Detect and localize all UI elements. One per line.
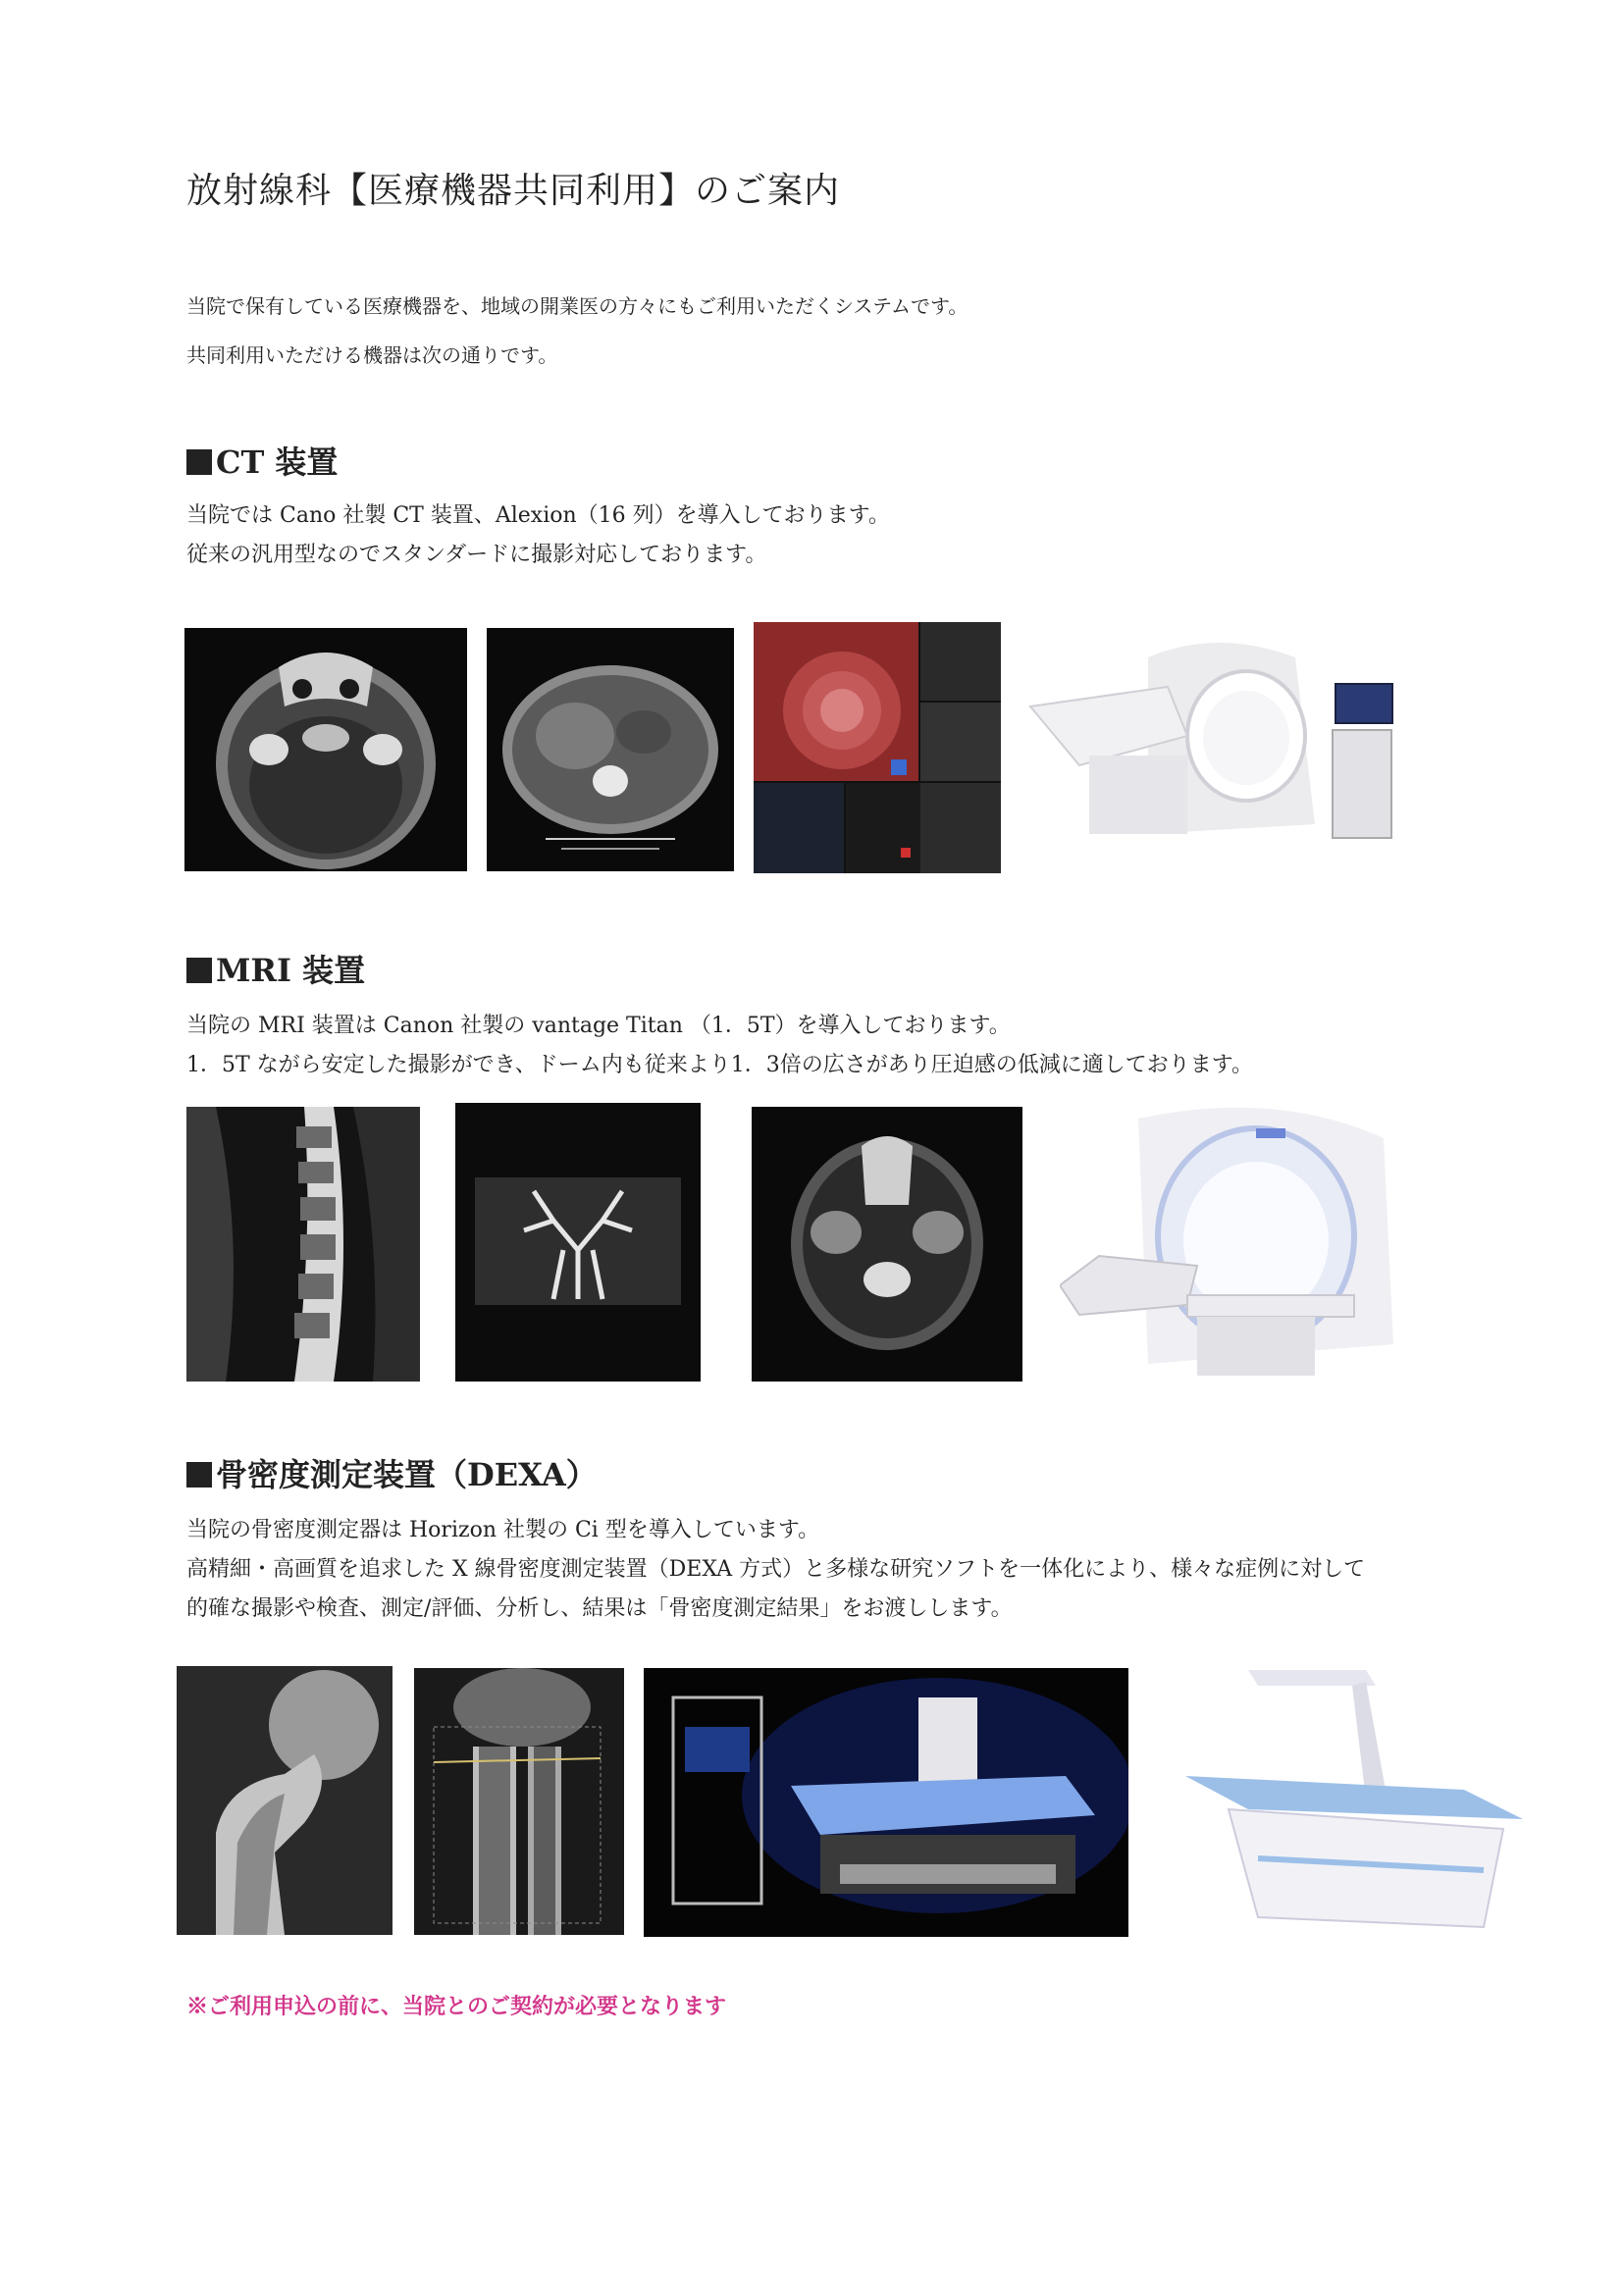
mri-desc-line-2: 1．5T ながら安定した撮影ができ、ドーム内も従来より1．3倍の広さがあり圧迫感の低減に適しております。 [186, 1053, 1254, 1077]
ct-desc-line-1: 当院では Cano 社製 CT 装置、Alexion（16 列）を導入しております。 [186, 503, 890, 528]
mri-desc-line-1: 当院の MRI 装置は Canon 社製の vantage Titan （1．5T）を導入しております。 [186, 1014, 1011, 1038]
dexa-hip-xray-image [177, 1666, 393, 1935]
section-title-ct [186, 438, 338, 483]
mri-angiography-image [455, 1103, 701, 1382]
section-title-ct-text: CT 装置 [216, 444, 339, 481]
square-bullet-icon [186, 449, 212, 475]
dexa-system-photo-image [644, 1668, 1128, 1937]
intro-line-1: 当院で保有している医療機器を、地域の開業医の方々にもご利用いただくシステムです。 [186, 294, 969, 318]
section-title-mri-text: MRI 装置 [216, 952, 366, 989]
dexa-desc-line-2: 高精細・高画質を追求した X 線骨密度測定装置（DEXA 方式）と多様な研究ソフトを一体化により、様々な症例に対して [186, 1557, 1366, 1582]
contract-note: ※ご利用申込の前に、当院とのご契約が必要となります [186, 1994, 727, 2019]
square-bullet-icon [186, 1462, 212, 1487]
ct-scanner-machine-image [1021, 628, 1413, 863]
dexa-desc-line-3: 的確な撮影や検査、測定/評価、分析し、結果は「骨密度測定結果」をお渡しします。 [186, 1596, 1013, 1621]
section-title-dexa [186, 1450, 598, 1495]
section-title-mri [186, 946, 365, 991]
dexa-wrist-xray-image [414, 1668, 624, 1935]
mri-head-scan-image [752, 1107, 1022, 1382]
ct-abdomen-scan-image [487, 628, 734, 871]
page-title: 放射線科【医療機器共同利用】のご案内 [186, 171, 841, 211]
intro-line-2: 共同利用いただける機器は次の通りです。 [186, 343, 558, 367]
ct-head-scan-image [184, 628, 467, 871]
square-bullet-icon [186, 958, 212, 983]
ct-desc-line-2: 従来の汎用型なのでスタンダードに撮影対応しております。 [186, 543, 767, 567]
dexa-machine-image [1170, 1662, 1535, 1949]
section-title-dexa-text: 骨密度測定装置（DEXA） [216, 1456, 598, 1493]
dexa-desc-line-1: 当院の骨密度測定器は Horizon 社製の Ci 型を導入しています。 [186, 1518, 820, 1542]
mri-scanner-machine-image [1060, 1099, 1423, 1387]
mri-spine-image [186, 1107, 420, 1382]
ct-colonography-image [754, 622, 1001, 873]
